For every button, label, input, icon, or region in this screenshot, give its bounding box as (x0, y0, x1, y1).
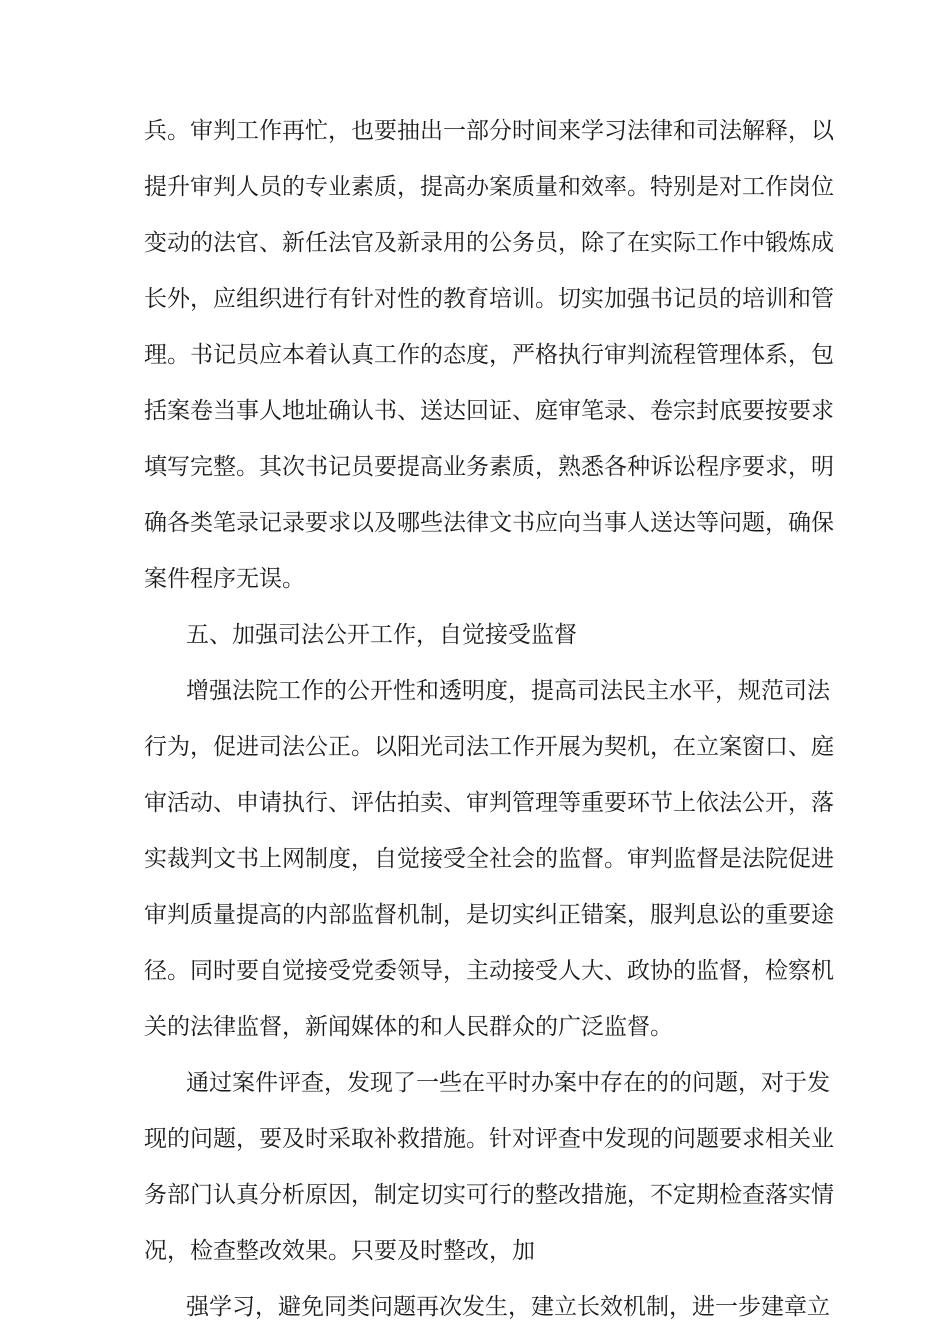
text-line: 务部门认真分析原因，制定切实可行的整改措施，不定期检查落实情 (144, 1182, 834, 1208)
text-line: 提升审判人员的专业素质，提高办案质量和效率。特别是对工作岗位 (144, 174, 834, 200)
text-line: 关的法律监督，新闻媒体的和人民群众的广泛监督。 (144, 1014, 673, 1040)
text-line: 行为，促进司法公正。以阳光司法工作开展为契机，在立案窗口、庭 (144, 734, 834, 760)
text-line: 括案卷当事人地址确认书、送达回证、庭审笔录、卷宗封底要按要求 (144, 398, 834, 424)
text-line: 通过案件评查，发现了一些在平时办案中存在的的问题，对于发 (186, 1070, 830, 1096)
text-line: 强学习，避免同类问题再次发生，建立长效机制，进一步建章立 (186, 1294, 830, 1320)
text-line: 变动的法官、新任法官及新录用的公务员，除了在实际工作中锻炼成 (144, 230, 834, 256)
text-line: 现的问题，要及时采取补救措施。针对评查中发现的问题要求相关业 (144, 1126, 834, 1152)
text-line: 长外，应组织进行有针对性的教育培训。切实加强书记员的培训和管 (144, 286, 834, 312)
text-line: 审活动、申请执行、评估拍卖、审判管理等重要环节上依法公开，落 (144, 790, 834, 816)
text-line: 增强法院工作的公开性和透明度，提高司法民主水平，规范司法 (186, 678, 830, 704)
text-line: 审判质量提高的内部监督机制，是切实纠正错案，服判息讼的重要途 (144, 902, 834, 928)
text-line: 确各类笔录记录要求以及哪些法律文书应向当事人送达等问题，确保 (144, 510, 834, 536)
text-line: 径。同时要自觉接受党委领导，主动接受人大、政协的监督，检察机 (144, 958, 834, 984)
text-line: 况，检查整改效果。只要及时整改，加 (144, 1238, 535, 1264)
section-heading: 五、加强司法公开工作，自觉接受监督 (186, 622, 577, 648)
text-line: 兵。审判工作再忙，也要抽出一部分时间来学习法律和司法解释，以 (144, 118, 834, 144)
text-line: 理。书记员应本着认真工作的态度，严格执行审判流程管理体系，包 (144, 342, 834, 368)
text-line: 实裁判文书上网制度，自觉接受全社会的监督。审判监督是法院促进 (144, 846, 834, 872)
text-line: 填写完整。其次书记员要提高业务素质，熟悉各种诉讼程序要求，明 (144, 454, 834, 480)
text-line: 案件程序无误。 (144, 566, 305, 592)
